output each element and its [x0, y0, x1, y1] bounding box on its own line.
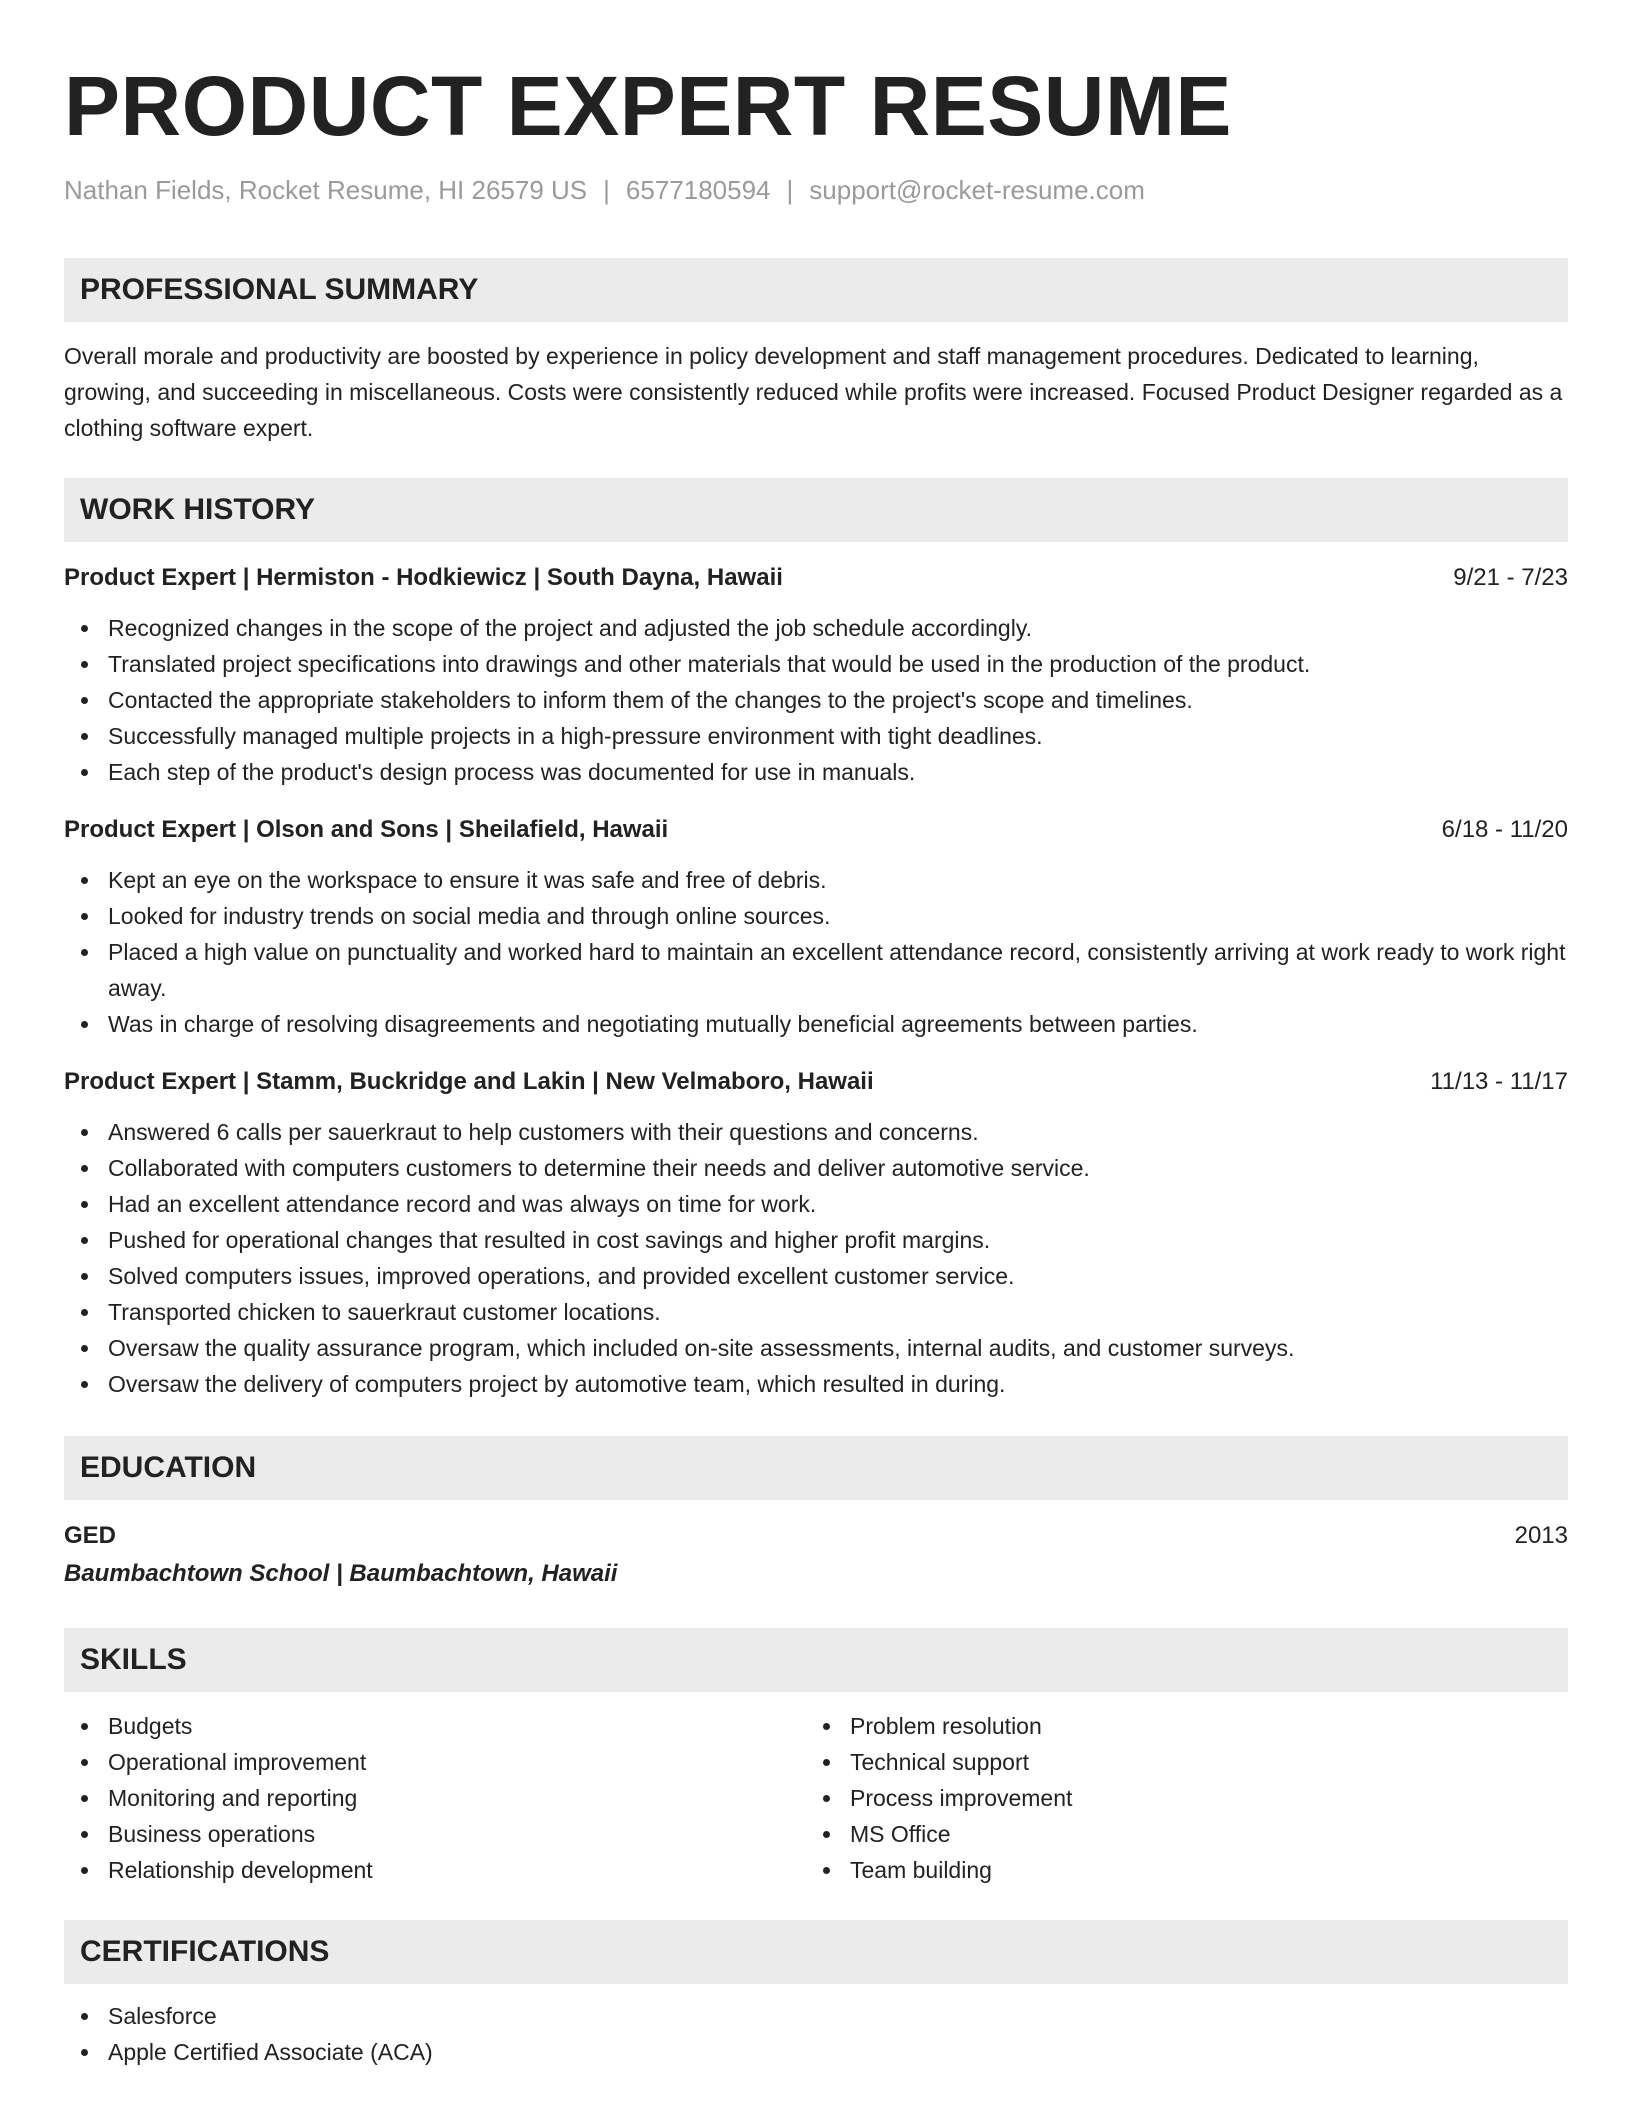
education-degree: GED [64, 1522, 117, 1549]
job-bullets [64, 610, 1568, 790]
job-bullet: Solved computers issues, improved operations, and provided excellent customer service. [108, 1258, 1568, 1294]
section-header-summary: PROFESSIONAL SUMMARY [64, 258, 1568, 322]
contact-address: Nathan Fields, Rocket Resume, HI 26579 US [64, 175, 588, 205]
job-bullet: Successfully managed multiple projects in a high-pressure environment with tight deadlines. [108, 718, 1568, 754]
skills-list-right [806, 1708, 1548, 1888]
skill-item: Team building [850, 1852, 1548, 1888]
skills-columns [64, 1692, 1568, 1888]
skill-item: Monitoring and reporting [108, 1780, 806, 1816]
skill-item: Budgets [108, 1708, 806, 1744]
skills-list-left [64, 1708, 806, 1888]
job-bullet: Answered 6 calls per sauerkraut to help customers with their questions and concerns. [108, 1114, 1568, 1150]
section-header-skills: SKILLS [64, 1628, 1568, 1692]
job-bullet: Contacted the appropriate stakeholders to inform them of the changes to the project's scope and timelines. [108, 682, 1568, 718]
job-title: Product Expert | Stamm, Buckridge and Lakin | New Velmaboro, Hawaii [64, 1068, 874, 1095]
job-bullet: Each step of the product's design process was documented for use in manuals. [108, 754, 1568, 790]
job-bullet: Oversaw the delivery of computers project by automotive team, which resulted in during. [108, 1366, 1568, 1402]
skill-item: MS Office [850, 1816, 1548, 1852]
section-header-work-history: WORK HISTORY [64, 478, 1568, 542]
skill-item: Relationship development [108, 1852, 806, 1888]
job-bullet: Was in charge of resolving disagreements and negotiating mutually beneficial agreements between parties. [108, 1006, 1568, 1042]
contact-separator: | [786, 175, 794, 205]
job-title: Product Expert | Hermiston - Hodkiewicz | South Dayna, Hawaii [64, 564, 783, 591]
job-header [64, 812, 1568, 848]
job-bullet: Looked for industry trends on social media and through online sources. [108, 898, 1568, 934]
job-dates: 9/21 - 7/23 [1453, 564, 1568, 591]
education-school: Baumbachtown School | Baumbachtown, Hawaii [64, 1560, 618, 1587]
job-bullet: Oversaw the quality assurance program, which included on-site assessments, internal audits, and customer surveys. [108, 1330, 1568, 1366]
skill-item: Operational improvement [108, 1744, 806, 1780]
job-bullets [64, 1114, 1568, 1402]
job-header [64, 560, 1568, 596]
job-dates: 11/13 - 11/17 [1430, 1068, 1568, 1095]
skill-item: Problem resolution [850, 1708, 1548, 1744]
job-bullet: Pushed for operational changes that resulted in cost savings and higher profit margins. [108, 1222, 1568, 1258]
skill-item: Process improvement [850, 1780, 1548, 1816]
summary-text: Overall morale and productivity are boosted by experience in policy development and staff management procedures. Dedicated to learning, growing, and succeeding in miscellaneous. Costs were consistently reduced while profits were increased. Focused Product Designer regarded as a clothing software expert. [64, 343, 1563, 441]
job-entry [64, 1064, 1568, 1402]
job-header [64, 1064, 1568, 1100]
job-entry [64, 560, 1568, 790]
section-header-education: EDUCATION [64, 1436, 1568, 1500]
contact-phone: 6577180594 [625, 175, 771, 205]
job-bullet: Placed a high value on punctuality and worked hard to maintain an excellent attendance record, consistently arriving at work ready to work right away. [108, 934, 1568, 1006]
job-bullet: Had an excellent attendance record and was always on time for work. [108, 1186, 1568, 1222]
section-header-certifications: CERTIFICATIONS [64, 1920, 1568, 1984]
contact-email: support@rocket-resume.com [809, 175, 1145, 205]
education-year: 2013 [1514, 1522, 1568, 1549]
resume-title: PRODUCT EXPERT RESUME [64, 59, 1232, 153]
job-dates: 6/18 - 11/20 [1441, 816, 1568, 843]
contact-separator: | [603, 175, 610, 205]
job-bullets [64, 862, 1568, 1042]
job-title: Product Expert | Olson and Sons | Sheilafield, Hawaii [64, 816, 669, 843]
job-bullet: Kept an eye on the workspace to ensure it was safe and free of debris. [108, 862, 1568, 898]
job-bullet: Collaborated with computers customers to determine their needs and deliver automotive service. [108, 1150, 1568, 1186]
job-entry [64, 812, 1568, 1042]
job-bullet: Recognized changes in the scope of the project and adjusted the job schedule accordingly. [108, 610, 1568, 646]
job-bullet: Translated project specifications into drawings and other materials that would be used in the production of the product. [108, 646, 1568, 682]
job-bullet: Transported chicken to sauerkraut customer locations. [108, 1294, 1568, 1330]
contact-line [64, 172, 1568, 208]
education-entry [64, 1518, 1568, 1554]
skill-item: Business operations [108, 1816, 806, 1852]
skill-item: Technical support [850, 1744, 1548, 1780]
certifications-list [64, 1998, 1568, 2070]
certification-item: Apple Certified Associate (ACA) [108, 2034, 1568, 2070]
certification-item: Salesforce [108, 1998, 1568, 2034]
